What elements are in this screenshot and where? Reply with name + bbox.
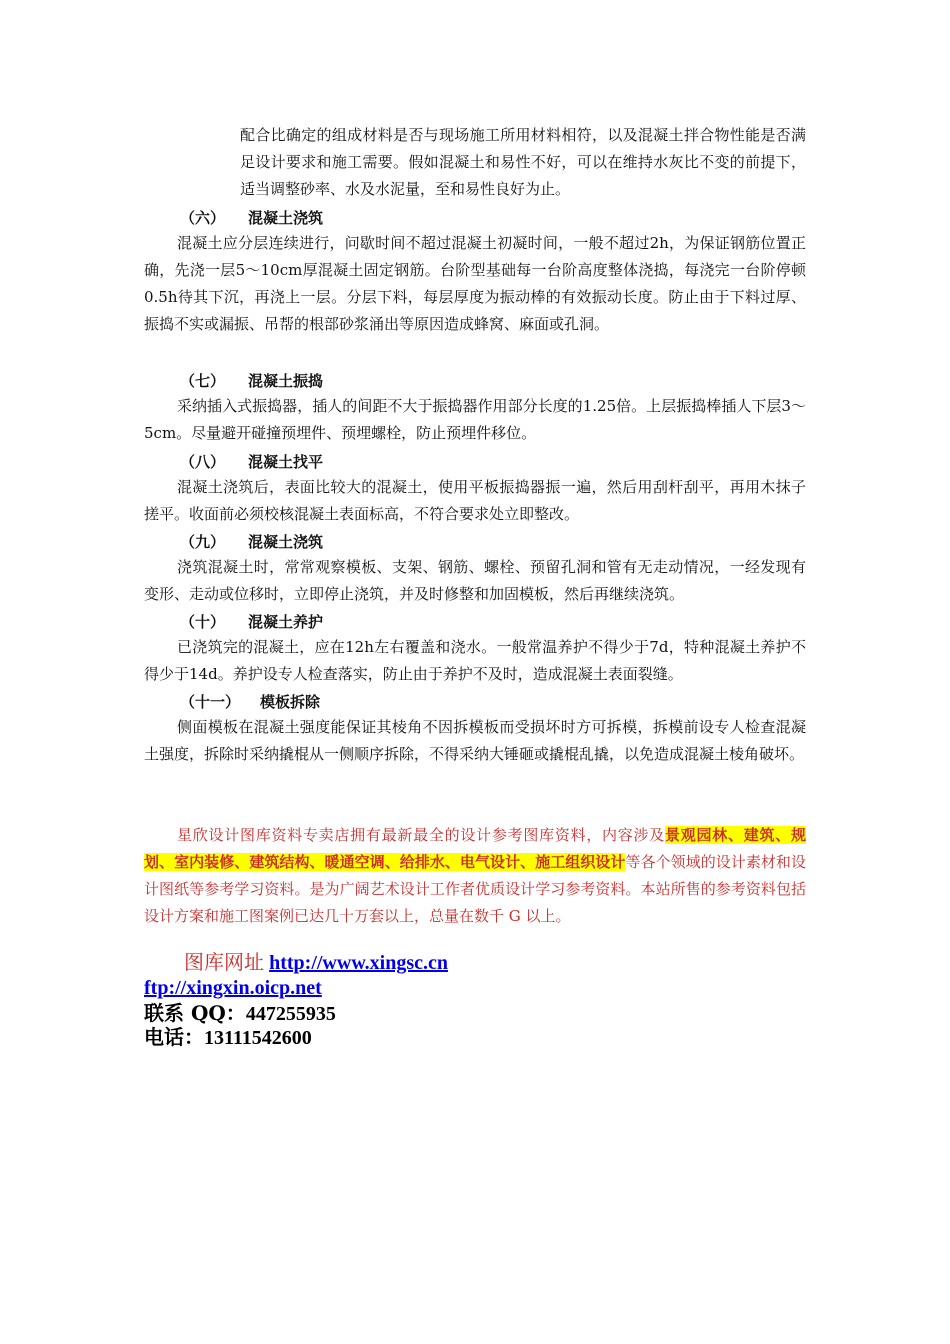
ad-highlight: 景观园林、建筑、规划、室内装修、建筑结构、暖通空调、给排水、电气设计、施工组织设计 xyxy=(144,826,806,871)
section-title: 混凝土养护 xyxy=(248,613,324,631)
phone-number: 13111542600 xyxy=(204,1027,312,1049)
section-heading-10 xyxy=(180,610,323,634)
ad-text-part1: 星欣设计图库资料专卖店拥有最新最全的设计参考图库资料，内容涉及 xyxy=(177,826,666,844)
section-body-9: 浇筑混凝土时，常常观察模板、支架、钢筋、螺栓、预留孔洞和管有无走动情况，一经发现有变形、走动或位移时，立即停止浇筑，并及时修整和加固模板，然后再继续浇筑。 xyxy=(144,558,806,603)
section-number: （九） xyxy=(180,533,226,551)
section-heading-11 xyxy=(180,690,320,714)
section-number: （八） xyxy=(180,453,226,471)
phone-label: 电话： xyxy=(144,1025,204,1049)
section-heading-9 xyxy=(180,530,323,554)
section-body-6: 混凝土应分层连续进行，问歇时间不超过混凝土初凝时间，一般不超过2h，为保证钢筋位置正确，先浇一层5～10cm厚混凝土固定钢筋。台阶型基础每一台阶高度整体浇捣，每浇完一台阶停顿0.5h待其下沉，再浇上一层。分层下料，每层厚度为振动棒的有效振动长度。防止由于下料过厚、振捣不实或漏振、吊帮的根部砂浆涌出等原因造成蜂窝、麻面或孔洞。 xyxy=(144,234,806,333)
section-body-10: 已浇筑完的混凝土，应在12h左右覆盖和浇水。一般常温养护不得少于7d，特种混凝土养护不得少于14d。养护设专人检查落实，防止由于养护不及时，造成混凝土表面裂缝。 xyxy=(144,638,806,683)
ad-paragraph xyxy=(144,822,806,930)
qq-number: 447255935 xyxy=(245,1003,336,1025)
website-label: 图库网址 xyxy=(184,950,264,974)
ftp-link[interactable]: ftp://xingxin.oicp.net xyxy=(144,977,322,999)
section-title: 模板拆除 xyxy=(260,693,321,711)
section-body-7: 采纳插入式振捣器，插人的间距不大于振捣器作用部分长度的1.25倍。上层振捣棒插人下层3～5cm。尽量避开碰撞预埋件、预埋螺栓，防止预埋件移位。 xyxy=(144,397,806,442)
phone-line xyxy=(144,1022,312,1053)
section-heading-8 xyxy=(180,450,323,474)
section-heading-7 xyxy=(180,369,323,393)
section-title: 混凝土浇筑 xyxy=(248,209,324,227)
section-number: （六） xyxy=(180,209,226,227)
section-title: 混凝土找平 xyxy=(248,453,324,471)
section-body-8: 混凝土浇筑后，表面比较大的混凝土，使用平板振捣器振一遍，然后用刮杆刮平，再用木抹子搓平。收面前必须校核混凝土表面标高，不符合要求处立即整改。 xyxy=(144,478,806,523)
section-body-11: 侧面模板在混凝土强度能保证其棱角不因拆模板而受损坏时方可拆模，拆模前设专人检查混凝土强度，拆除时采纳撬棍从一侧顺序拆除，不得采纳大锤砸或撬棍乱撬，以免造成混凝土棱角破坏。 xyxy=(144,718,806,763)
ad-text-part2: 等各个领域的设计素材和设计图纸等参考学习资料。是为广阔艺术设计工作者优质设计学习参考资料。本站所售的参考资料包括设计方案和施工图案例已达几十万套以上，总量在数千 G 以上。 xyxy=(144,853,806,925)
section-number: （十） xyxy=(180,613,226,631)
qq-label: 联系 QQ： xyxy=(144,1001,246,1025)
intro-paragraph: 配合比确定的组成材料是否与现场施工所用材料相符，以及混凝土拌合物性能是否满足设计要求和施工需要。假如混凝土和易性不好，可以在维持水灰比不变的前提下，适当调整砂率、水及水泥量，至和易性良好为止。 xyxy=(240,126,806,198)
section-heading-6 xyxy=(180,206,323,230)
section-title: 混凝土浇筑 xyxy=(248,533,324,551)
website-link[interactable]: http://www.xingsc.cn xyxy=(269,952,448,974)
section-title: 混凝土振捣 xyxy=(248,372,324,390)
section-number: （十一） xyxy=(180,693,241,711)
section-number: （七） xyxy=(180,372,226,390)
